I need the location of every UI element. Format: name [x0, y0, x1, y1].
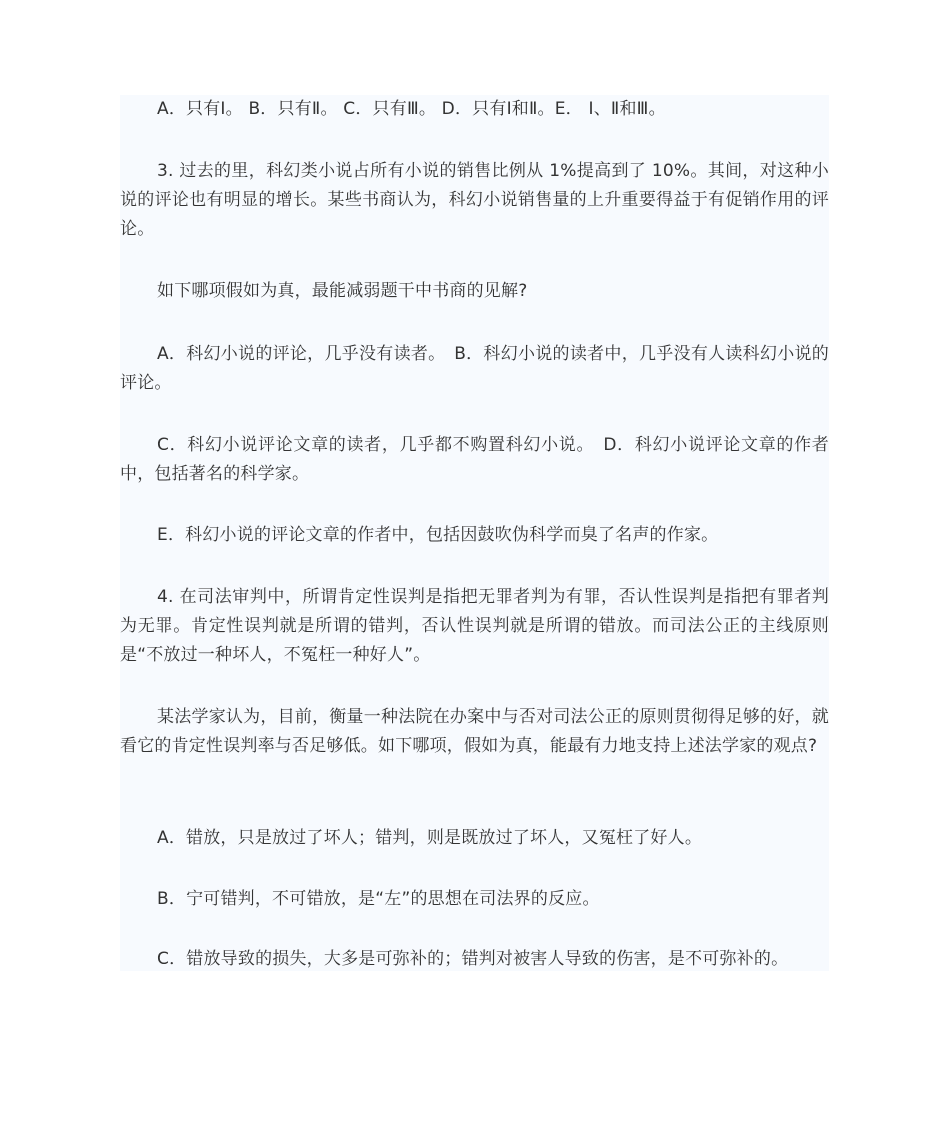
question-4-option-b: B．宁可错判，不可错放，是“左”的思想在司法界的反应。 — [157, 889, 600, 909]
question-3-options-cd: C．科幻小说评论文章的读者，几乎都不购置科幻小说。 D．科幻小说评论文章的作者中，包括著名的科学家。 — [120, 435, 829, 484]
question-3-options-ab: A．科幻小说的评论，几乎没有读者。 B．科幻小说的读者中，几乎没有人读科幻小说的评论。 — [120, 344, 829, 393]
question-4-prompt: 某法学家认为，目前，衡量一种法院在办案中与否对司法公正的原则贯彻得足够的好，就看它的肯定性误判率与否足够低。如下哪项，假如为真，能最有力地支持上述法学家的观点? — [120, 707, 829, 756]
question-3-option-e: E．科幻小说的评论文章的作者中，包括因鼓吹伪科学而臭了名声的作家。 — [157, 525, 719, 545]
question-3-prompt: 如下哪项假如为真，最能减弱题干中书商的见解? — [157, 281, 528, 301]
question-4-stem: 4. 在司法审判中，所谓肯定性误判是指把无罪者判为有罪，否认性误判是指把有罪者判为无罪。肯定性误判就是所谓的错判，否认性误判就是所谓的错放。而司法公正的主线原则是“不放过一种坏人，不冤枉一种好人”。 — [120, 587, 829, 665]
question-4-option-c: C．错放导致的损失，大多是可弥补的；错判对被害人导致的伤害，是不可弥补的。 — [157, 949, 789, 969]
question-2-options: A．只有Ⅰ。 B．只有Ⅱ。 C．只有Ⅲ。 D．只有Ⅰ和Ⅱ。E． Ⅰ、Ⅱ和Ⅲ。 — [157, 99, 666, 119]
question-4-option-a: A．错放，只是放过了坏人；错判，则是既放过了坏人，又冤枉了好人。 — [157, 828, 703, 848]
question-3-stem: 3. 过去的里，科幻类小说占所有小说的销售比例从 1%提高到了 10%。其间，对这种小说的评论也有明显的增长。某些书商认为，科幻小说销售量的上升重要得益于有促销作用的评论。 — [120, 161, 829, 239]
